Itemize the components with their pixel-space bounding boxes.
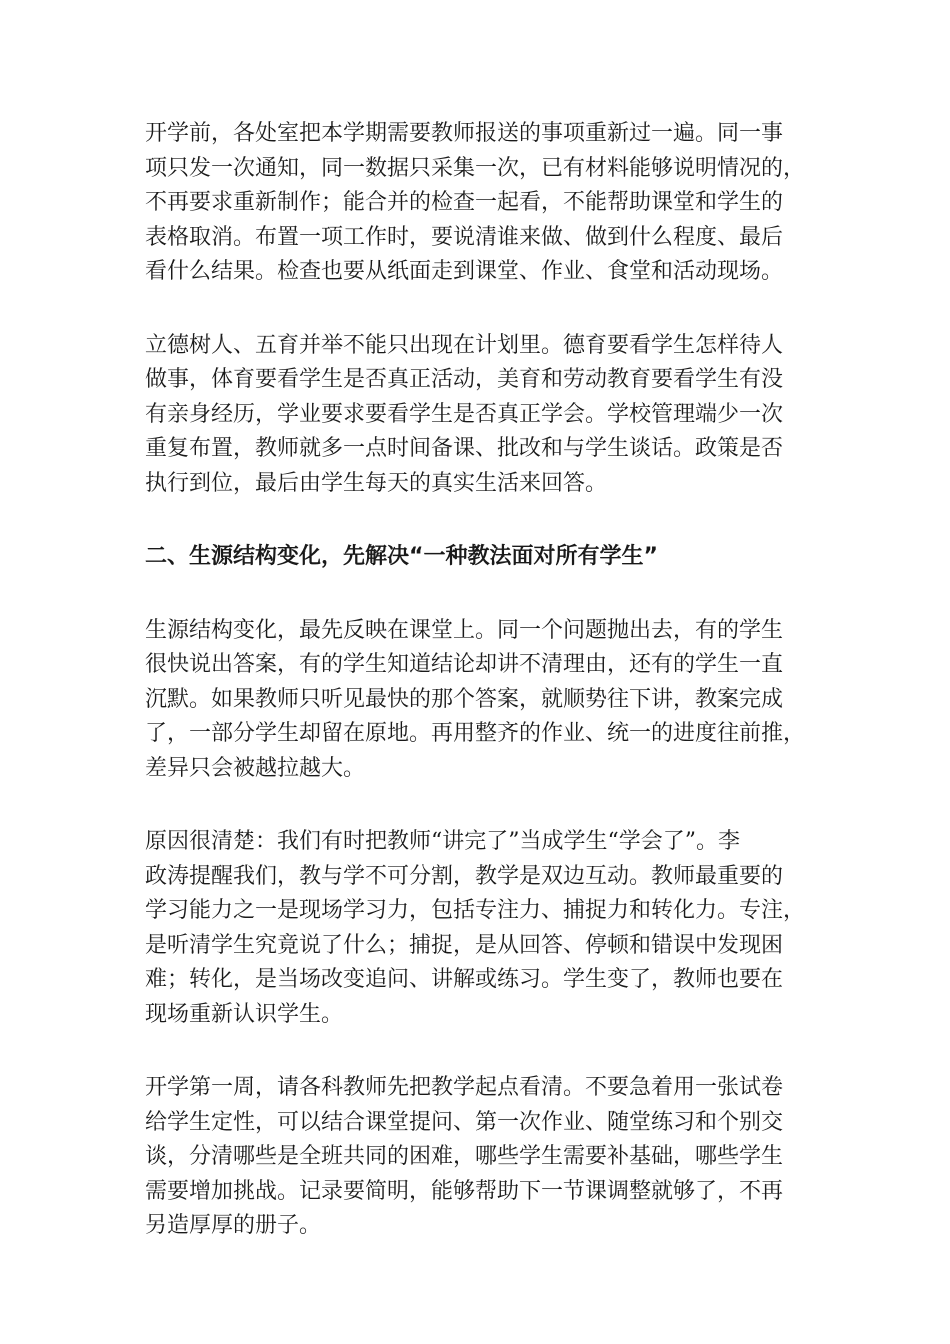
text-line: 差异只会被越拉越大。: [145, 755, 366, 781]
text-line: 给学生定性，可以结合课堂提问、第一次作业、随堂练习和个别交: [145, 1109, 784, 1135]
text-line: 需要增加挑战。记录要简明，能够帮助下一节课调整就够了，不再: [145, 1178, 784, 1204]
text-line: 看什么结果。检查也要从纸面走到课堂、作业、食堂和活动现场。: [145, 259, 784, 284]
text-line: 政涛提醒我们，教与学不可分割，教学是双边互动。教师最重要的: [145, 863, 784, 889]
document-body: [145, 117, 810, 1283]
text-line: 沉默。如果教师只听见最快的那个答案，就顺势往下讲，教案完成: [145, 686, 784, 712]
text-line: 生源结构变化，最先反映在课堂上。同一个问题抛出去，有的学生: [145, 617, 784, 643]
text-line: 是听清学生究竟说了什么；捕捉，是从回答、停顿和错误中发现困: [145, 932, 784, 958]
paragraph: [145, 614, 810, 787]
paragraph: [145, 329, 810, 502]
text-line: 项只发一次通知，同一数据只采集一次，已有材料能够说明情况的，: [145, 155, 806, 181]
section-heading: 二、生源结构变化，先解决“一种教法面对所有学生”: [145, 544, 658, 569]
text-line: 现场重新认识学生。: [145, 1001, 344, 1027]
text-line: 做事，体育要看学生是否真正活动，美育和劳动教育要看学生有没: [145, 367, 784, 392]
paragraph: [145, 825, 810, 1032]
paragraph: [145, 117, 810, 290]
text-line: 开学第一周，请各科教师先把教学起点看清。不要急着用一张试卷: [145, 1075, 784, 1100]
text-line: 了，一部分学生却留在原地。再用整齐的作业、统一的进度往前推，: [145, 721, 806, 746]
text-line: 学习能力之一是现场学习力，包括专注力、捕捉力和转化力。专注，: [145, 898, 806, 923]
paragraph: [145, 1071, 810, 1244]
text-line: 开学前，各处室把本学期需要教师报送的事项重新过一遍。同一事: [145, 121, 784, 146]
text-line: 有亲身经历，学业要求要看学生是否真正学会。学校管理端少一次: [145, 401, 784, 427]
text-line: 原因很清楚：我们有时把教师“讲完了”当成学生“学会了”。李: [145, 829, 740, 854]
text-line: 立德树人、五育并举不能只出现在计划里。德育要看学生怎样待人: [145, 332, 784, 358]
text-line: 另造厚厚的册子。: [145, 1213, 322, 1238]
text-line: 很快说出答案，有的学生知道结论却讲不清理由，还有的学生一直: [145, 652, 784, 677]
text-line: 表格取消。布置一项工作时，要说清谁来做、做到什么程度、最后: [145, 224, 784, 250]
text-line: 不再要求重新制作；能合并的检查一起看，不能帮助课堂和学生的: [145, 190, 784, 215]
text-line: 难；转化，是当场改变追问、讲解或练习。学生变了，教师也要在: [145, 967, 784, 992]
text-line: 执行到位，最后由学生每天的真实生活来回答。: [145, 470, 608, 496]
text-line: 谈，分清哪些是全班共同的困难，哪些学生需要补基础，哪些学生: [145, 1144, 784, 1169]
text-line: 重复布置，教师就多一点时间备课、批改和与学生谈话。政策是否: [145, 436, 784, 461]
